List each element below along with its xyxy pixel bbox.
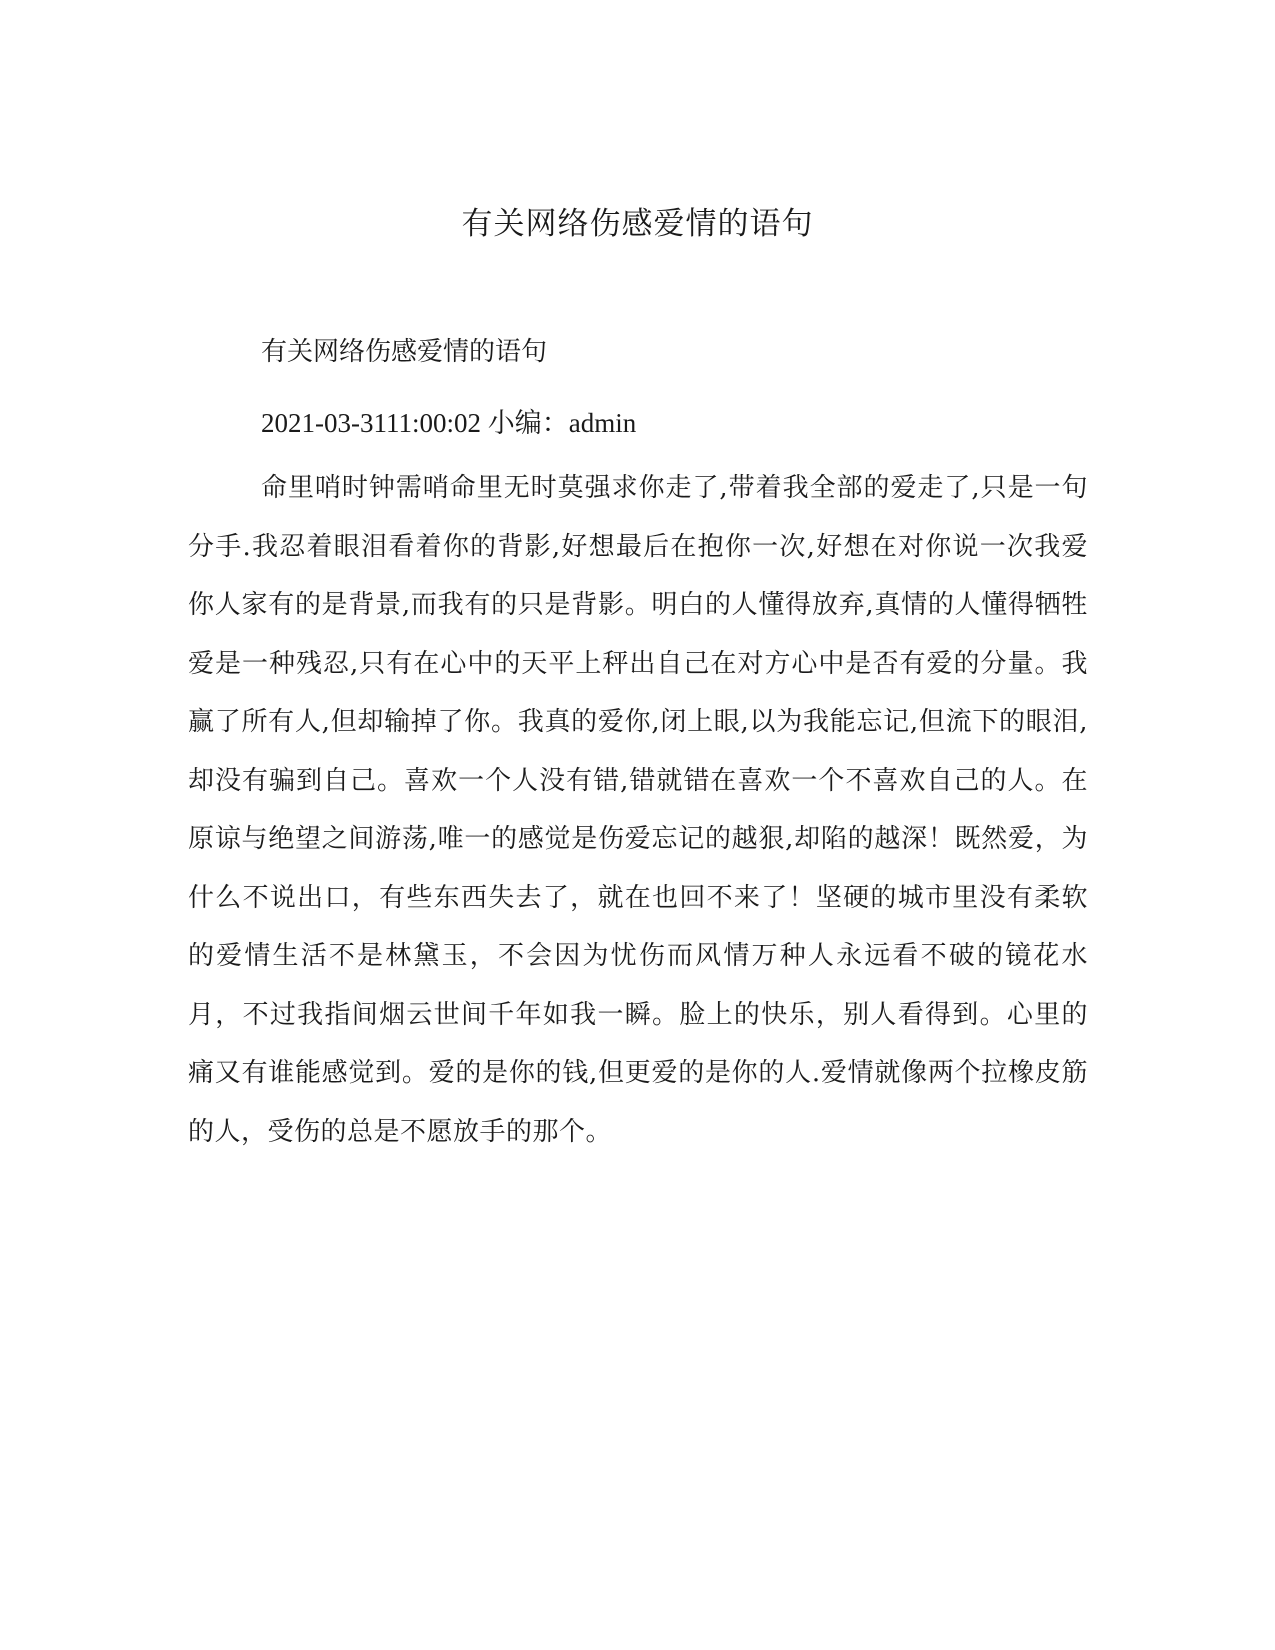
article-subtitle: 有关网络伤感爱情的语句 bbox=[261, 337, 548, 367]
article-meta: 2021-03-3111:00:02 小编：admin bbox=[261, 408, 637, 438]
article-body: 命里哨时钟需哨命里无时莫强求你走了,带着我全部的爱走了,只是一句分手.我忍着眼泪看着你的背影,好想最后在抱你一次,好想在对你说一次我爱你人家有的是背景,而我有的只是背影。明白的人懂得放弃,真情的人懂得牺牲爱是一种残忍,只有在心中的天平上秤出自己在对方心中是否有爱的分量。我赢了所有人,但却输掉了你。我真的爱你,闭上眼,以为我能忘记,但流下的眼泪,却没有骗到自己。喜欢一个人没有错,错就错在喜欢一个不喜欢自己的人。在原谅与绝望之间游荡,唯一的感觉是伤爱忘记的越狠,却陷的越深！既然爱，为什么不说出口，有些东西失去了，就在也回不来了！坚硬的城市里没有柔软的爱情生活不是林黛玉，不会因为忧伤而风情万种人永远看不破的镜花水月，不过我指间烟云世间千年如我一瞬。脸上的快乐，别人看得到。心里的痛又有谁能感觉到。爱的是你的钱,但更爱的是你的人.爱情就像两个拉橡皮筋的人，受伤的总是不愿放手的那个。 bbox=[188, 473, 1088, 1147]
document-title: 有关网络伤感爱情的语句 bbox=[461, 206, 814, 242]
document-content bbox=[188, 330, 1088, 1161]
